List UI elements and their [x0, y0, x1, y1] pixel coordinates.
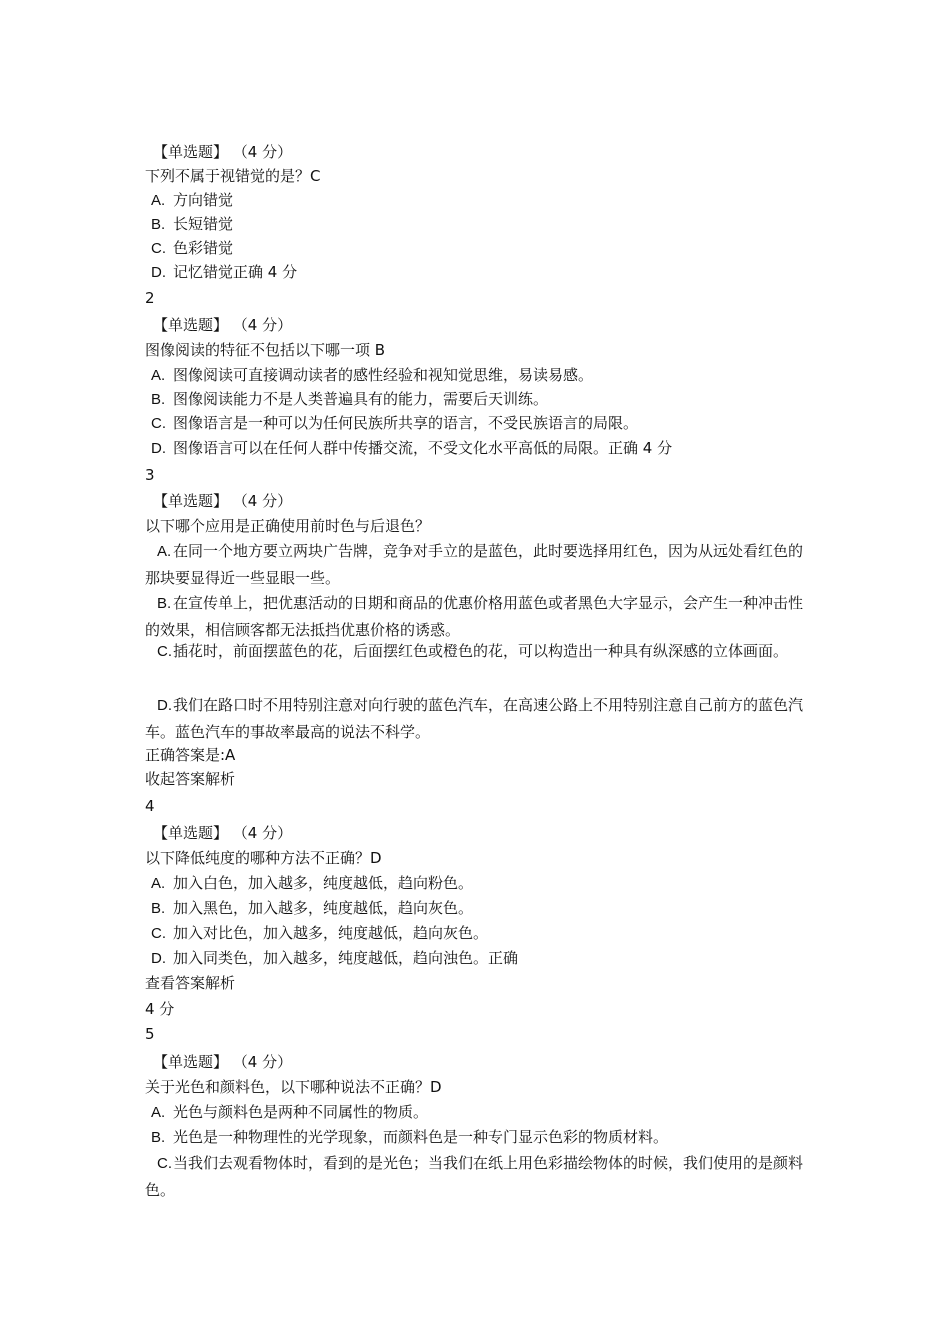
option-c: C. 加入对比色，加入越多，纯度越低，趋向灰色。 — [151, 924, 489, 942]
option-a: A. 图像阅读可直接调动读者的感性经验和视知觉思维，易读易感。 — [151, 366, 594, 384]
question-header: 【单选题】 （4 分） — [153, 1053, 293, 1071]
question-header: 【单选题】 （4 分） — [153, 492, 293, 510]
question-stem: 关于光色和颜料色，以下哪种说法不正确？D — [145, 1078, 442, 1096]
question-stem: 以下哪个应用是正确使用前时色与后退色？ — [145, 517, 431, 535]
option-d: D. 加入同类色，加入越多，纯度越低，趋向浊色。正确 — [151, 949, 519, 967]
score: 4 分 — [145, 1000, 175, 1018]
option-d: D.我们在路口时不用特别注意对向行驶的蓝色汽车，在高速公路上不用特别注意自己前方的蓝色汽车。蓝色汽车的事故率最高的说法不科学。 — [145, 696, 804, 741]
collapse-analysis-link[interactable]: 收起答案解析 — [145, 770, 236, 788]
option-a: A. 加入白色，加入越多，纯度越低，趋向粉色。 — [151, 874, 474, 892]
question-number: 5 — [145, 1025, 155, 1043]
question-header: 【单选题】 （4 分） — [153, 143, 293, 161]
option-b: B. 光色是一种物理性的光学现象，而颜料色是一种专门显示色彩的物质材料。 — [151, 1128, 669, 1146]
option-a: A. 方向错觉 — [151, 191, 234, 209]
question-stem: 下列不属于视错觉的是？C — [145, 167, 321, 185]
option-b: B. 长短错觉 — [151, 215, 234, 233]
question-stem: 以下降低纯度的哪种方法不正确？D — [145, 849, 382, 867]
option-d: D. 记忆错觉正确 4 分 — [151, 263, 298, 281]
view-analysis-link[interactable]: 查看答案解析 — [145, 974, 236, 992]
option-c: C. 图像语言是一种可以为任何民族所共享的语言，不受民族语言的局限。 — [151, 414, 639, 432]
question-header: 【单选题】 （4 分） — [153, 316, 293, 334]
question-header: 【单选题】 （4 分） — [153, 824, 293, 842]
question-number: 3 — [145, 466, 155, 484]
option-b: B. 在宣传单上，把优惠活动的日期和商品的优惠价格用蓝色或者黑色大字显示，会产生一种冲击性的效果，相信顾客都无法抵挡优惠价格的诱惑。 — [145, 594, 804, 639]
option-a: A. 在同一个地方要立两块广告牌，竞争对手立的是蓝色，此时要选择用红色，因为从远处看红色的那块要显得近一些显眼一些。 — [145, 542, 804, 587]
question-number: 2 — [145, 289, 155, 307]
question-stem: 图像阅读的特征不包括以下哪一项 B — [145, 341, 386, 359]
option-a: A. 光色与颜料色是两种不同属性的物质。 — [151, 1103, 429, 1121]
option-c: C.当我们去观看物体时，看到的是光色；当我们在纸上用色彩描绘物体的时候，我们使用的是颜料色。 — [145, 1154, 804, 1199]
question-number: 4 — [145, 797, 155, 815]
option-c: C. 色彩错觉 — [151, 239, 234, 257]
correct-answer: 正确答案是:A — [145, 746, 236, 764]
option-c: C.插花时，前面摆蓝色的花，后面摆红色或橙色的花，可以构造出一种具有纵深感的立体画面。 — [157, 642, 789, 660]
option-d: D. 图像语言可以在任何人群中传播交流，不受文化水平高低的局限。正确 4 分 — [151, 439, 673, 457]
option-b: B. 加入黑色，加入越多，纯度越低，趋向灰色。 — [151, 899, 474, 917]
option-b: B. 图像阅读能力不是人类普遍具有的能力，需要后天训练。 — [151, 390, 549, 408]
